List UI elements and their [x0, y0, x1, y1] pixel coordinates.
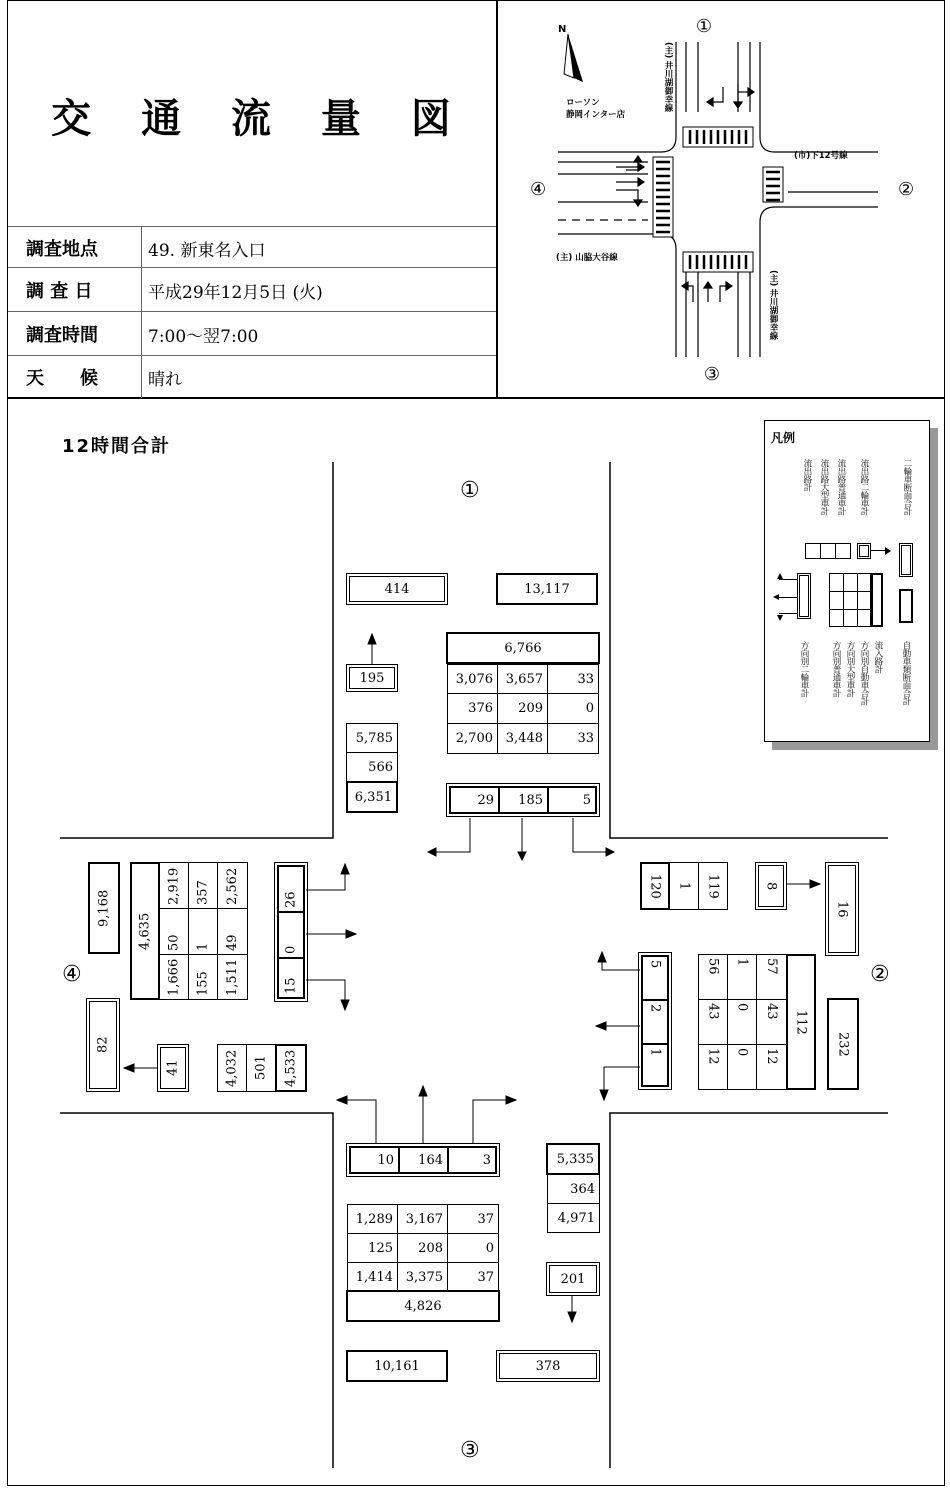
svg-text:(市)下12号線: (市)下12号線 — [794, 151, 848, 161]
north-dir-moto-right: 5 — [548, 787, 596, 813]
north-grid-cell: 376 — [447, 693, 498, 724]
east-in-total: 112 — [786, 954, 816, 1090]
west-out-regular: 4,032 — [217, 1044, 247, 1092]
west-out-total: 4,533 — [275, 1044, 307, 1092]
east-out-regular: 119 — [698, 862, 728, 910]
legend — [764, 420, 930, 742]
south-in-total: 4,826 — [346, 1290, 500, 1322]
north-grid-cell: 3,076 — [447, 664, 498, 694]
svg-text:ローソン: ローソン — [566, 98, 600, 108]
north-out-total: 5,785 — [346, 723, 398, 753]
legend-item: 流出路大型車計 — [819, 459, 829, 515]
info-value-time: 7:00〜翌7:00 — [148, 326, 259, 347]
north-out-large: 566 — [346, 752, 398, 782]
north-dir-moto-left: 29 — [450, 787, 499, 813]
svg-text:④: ④ — [530, 179, 547, 200]
west-dir-moto-left: 26 — [278, 866, 304, 912]
north-grid-cell: 33 — [547, 664, 599, 694]
svg-text:①: ① — [695, 16, 713, 37]
south-grid-cell: 0 — [447, 1233, 499, 1263]
north-grid-cell: 2,700 — [447, 723, 498, 754]
approach-label-west: ④ — [62, 962, 82, 987]
south-grid-cell: 3,167 — [397, 1204, 448, 1234]
east-grid-cell: 0 — [727, 1044, 757, 1090]
south-grid-cell: 125 — [347, 1233, 398, 1263]
north-out-auto: 6,351 — [346, 781, 398, 813]
east-grid-cell: 57 — [756, 954, 787, 1000]
west-grid-cell: 1 — [188, 908, 218, 955]
info-row-location — [8, 226, 496, 268]
info-value-date: 平成29年12月5日 (火) — [148, 282, 323, 303]
west-grid — [159, 862, 248, 1000]
legend-item: 方向別大型車計 — [845, 641, 855, 697]
east-out-total: 120 — [640, 862, 670, 910]
svg-text:(主) 井川湖御幸線: (主) 井川湖御幸線 — [663, 42, 673, 113]
legend-item: 方向別普通車計 — [831, 641, 841, 697]
approach-label-south: ③ — [460, 1438, 480, 1463]
info-row-time — [8, 312, 496, 356]
east-grid-cell: 0 — [727, 999, 757, 1045]
info-value-weather: 晴れ — [148, 369, 182, 390]
east-grid-cell: 12 — [698, 1044, 728, 1090]
page-title: 交 通 流 量 図 — [51, 95, 469, 142]
svg-text:(主) 井川湖御幸線: (主) 井川湖御幸線 — [768, 270, 778, 341]
south-dir-moto-right: 3 — [448, 1147, 496, 1173]
south-grid-cell: 37 — [447, 1204, 499, 1234]
legend-item: 方向別二輪車計 — [799, 641, 809, 697]
south-grid-cell: 1,289 — [347, 1204, 398, 1234]
south-cross-moto: 378 — [496, 1350, 600, 1382]
west-grid-cell: 2,562 — [217, 862, 248, 909]
info-label-date: 調 査 日 — [8, 268, 142, 312]
east-grid — [698, 954, 787, 1090]
west-dir-moto — [274, 862, 308, 1002]
east-dir-moto-right: 1 — [642, 1044, 668, 1086]
legend-item: 二輪車断面合計 — [902, 459, 912, 515]
south-grid-cell: 37 — [447, 1262, 499, 1292]
approach-label-east: ② — [870, 962, 890, 987]
west-in-total: 4,635 — [130, 862, 160, 1000]
info-row-weather — [8, 356, 496, 398]
north-dir-moto-straight: 185 — [499, 787, 548, 813]
north-grid-cell: 3,448 — [497, 723, 548, 754]
svg-text:②: ② — [898, 179, 915, 200]
north-grid-cell: 209 — [497, 693, 548, 724]
south-dir-moto-straight: 164 — [399, 1147, 448, 1173]
legend-item: 流出路二輪車計 — [859, 459, 869, 515]
south-out-regular: 4,971 — [547, 1203, 600, 1233]
info-value-location: 49. 新東名入口 — [148, 240, 266, 261]
north-grid-cell: 3,657 — [497, 664, 548, 694]
west-grid-cell: 155 — [188, 954, 218, 1000]
north-dir-moto — [446, 783, 600, 817]
west-dir-moto-right: 15 — [278, 958, 304, 998]
west-dir-moto-straight: 0 — [278, 912, 304, 958]
legend-title: 凡例 — [771, 431, 796, 445]
info-label-time: 調査時間 — [8, 312, 142, 356]
north-cross-auto: 13,117 — [496, 573, 598, 605]
west-cross-moto: 82 — [86, 998, 120, 1092]
info-label-weather: 天 候 — [8, 356, 142, 398]
south-grid — [347, 1204, 499, 1292]
south-dir-moto-left: 10 — [350, 1147, 399, 1173]
north-in-total: 6,766 — [446, 632, 600, 664]
north-grid — [447, 664, 599, 754]
east-dir-moto — [638, 952, 672, 1090]
east-grid-cell: 12 — [756, 1044, 787, 1090]
north-grid-cell: 33 — [547, 723, 599, 754]
south-grid-cell: 208 — [397, 1233, 448, 1263]
svg-text:(主) 山脇大谷線: (主) 山脇大谷線 — [556, 253, 618, 263]
west-grid-cell: 1,666 — [159, 954, 189, 1000]
west-out-moto: 41 — [157, 1044, 189, 1092]
west-out-large: 501 — [246, 1044, 276, 1092]
west-grid-cell: 357 — [188, 862, 218, 909]
info-row-date — [8, 268, 496, 312]
north-cross-moto: 414 — [346, 573, 448, 605]
north-grid-cell: 0 — [547, 693, 599, 724]
east-out-moto: 8 — [755, 862, 787, 910]
east-cross-auto: 232 — [827, 998, 859, 1090]
legend-item: 流出路普通車計 — [836, 459, 846, 515]
south-cross-auto: 10,161 — [346, 1350, 448, 1382]
location-map — [498, 2, 943, 396]
approach-label-north: ① — [460, 478, 480, 503]
north-out-moto: 195 — [346, 664, 398, 692]
west-grid-cell: 49 — [217, 908, 248, 955]
south-dir-moto — [346, 1143, 500, 1177]
east-grid-cell: 43 — [756, 999, 787, 1045]
legend-item: 流入路計 — [873, 641, 883, 673]
west-cross-auto: 9,168 — [88, 862, 120, 954]
east-cross-moto: 16 — [825, 862, 859, 956]
east-grid-cell: 56 — [698, 954, 728, 1000]
west-grid-cell: 50 — [159, 908, 189, 955]
legend-item: 流出路計 — [802, 459, 812, 491]
north-label: N — [558, 24, 567, 35]
legend-item: 自動車類断面合計 — [901, 641, 911, 705]
west-grid-cell: 2,919 — [159, 862, 189, 909]
south-out-large: 364 — [547, 1174, 600, 1204]
info-table — [8, 226, 496, 398]
east-grid-cell: 43 — [698, 999, 728, 1045]
svg-text:③: ③ — [703, 364, 721, 385]
west-grid-cell: 1,511 — [217, 954, 248, 1000]
south-grid-cell: 3,375 — [397, 1262, 448, 1292]
east-out-large: 1 — [669, 862, 699, 910]
svg-text:静岡インター店: 静岡インター店 — [566, 110, 626, 120]
south-out-moto: 201 — [546, 1262, 600, 1296]
east-dir-moto-left: 5 — [642, 956, 668, 1000]
south-out-total: 5,335 — [546, 1143, 600, 1175]
section-title: 12時間合計 — [62, 436, 172, 457]
legend-item: 方向別自動車合計 — [859, 641, 869, 705]
info-label-location: 調査地点 — [8, 227, 142, 269]
south-grid-cell: 1,414 — [347, 1262, 398, 1292]
north-arrow-icon — [564, 34, 583, 82]
east-dir-moto-straight: 2 — [642, 1000, 668, 1044]
east-grid-cell: 1 — [727, 954, 757, 1000]
